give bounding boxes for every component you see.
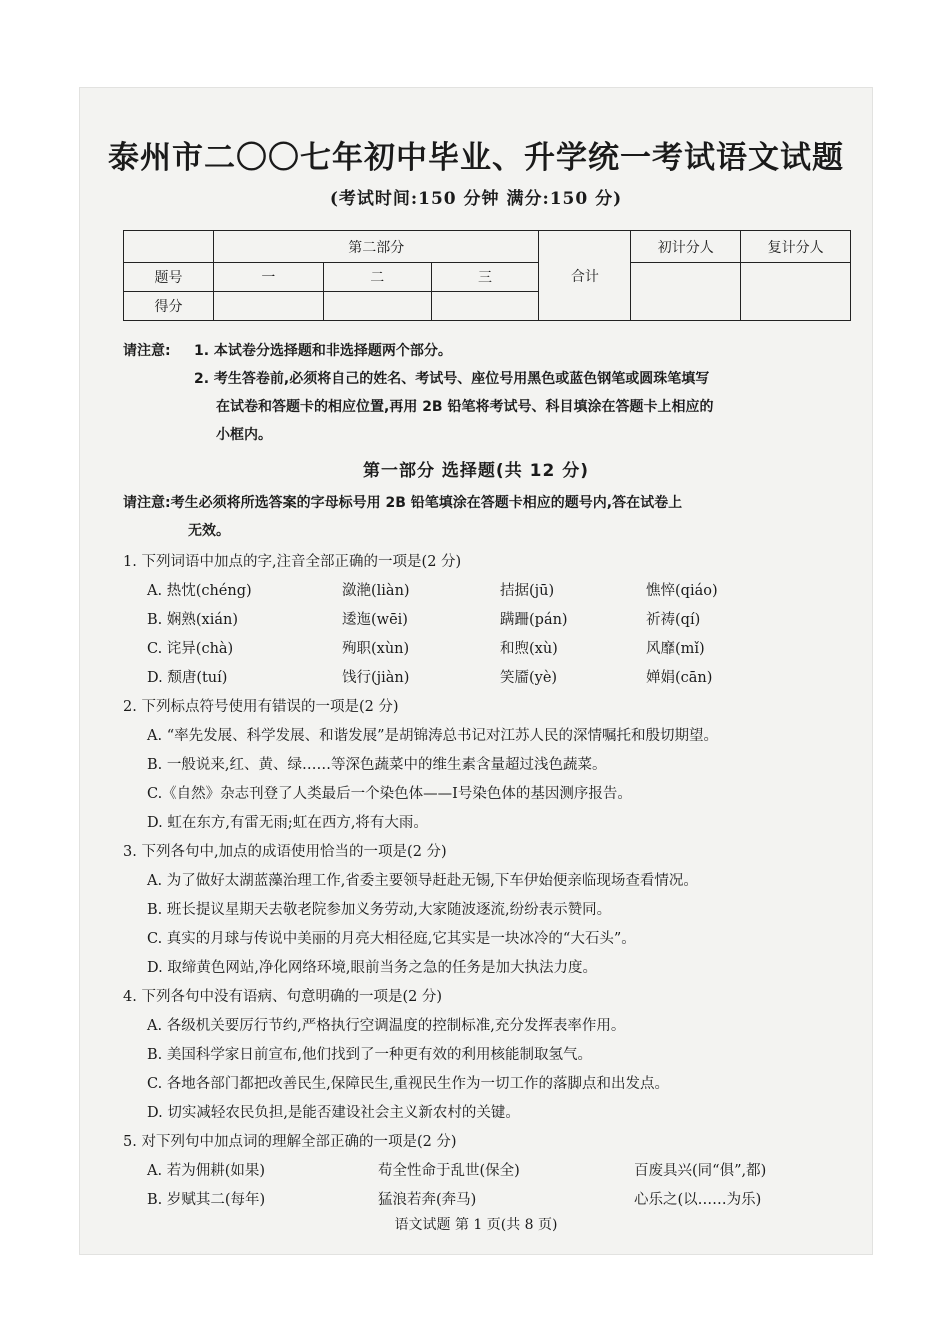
score-table-q2: 二 [323,263,431,292]
q1-option-d-3: 笑靥(yè) [500,670,558,686]
q5-option-b-3: 心乐之(以……为乐) [634,1192,762,1208]
score-table-q1: 一 [214,263,324,292]
q3-option-a: A. 为了做好太湖蓝藻治理工作,省委主要领导赶赴无锡,下车伊始便亲临现场查看情况。 [147,873,698,889]
q1-option-d-4: 婵娟(cān) [646,670,713,686]
score-table-first-scorer: 初计分人 [631,231,741,263]
part1-title: 第一部分 选择题(共 12 分) [363,461,589,481]
exam-subtitle: (考试时间:150 分钟 满分:150 分) [329,189,623,209]
exam-title: 泰州市二〇〇七年初中毕业、升学统一考试语文试题 [108,140,844,176]
q1-option-a-1: A. 热忱(chéng) [147,583,252,599]
part1-notice-line-2: 无效。 [188,523,230,539]
q1-option-a-4: 憔悴(qiáo) [646,583,718,599]
q5-option-a-2: 苟全性命于乱世(保全) [378,1163,520,1179]
q5-option-a-1: A. 若为佣耕(如果) [147,1163,266,1179]
score-table-qnum-label: 题号 [124,263,214,292]
q2-option-b: B. 一般说来,红、黄、绿……等深色蔬菜中的维生素含量超过浅色蔬菜。 [147,757,607,773]
q1-option-b-4: 祈祷(qí) [646,612,701,628]
notice-item-2-line-3: 小框内。 [216,427,272,443]
score-table-part2: 第二部分 [214,231,539,263]
q2-option-d: D. 虹在东方,有雷无雨;虹在西方,将有大雨。 [147,815,428,831]
score-table-first-scorer-cell [631,263,741,321]
q4-option-b: B. 美国科学家日前宣布,他们找到了一种更有效的利用核能制取氢气。 [147,1047,592,1063]
score-table-recheck-scorer-cell [741,263,851,321]
q1-option-b-3: 蹒跚(pán) [500,612,568,628]
score-table-q3-score [431,292,539,321]
part1-notice-line-1: 请注意:考生必须将所选答案的字母标号用 2B 铅笔填涂在答题卡相应的题号内,答在试卷上 [123,495,683,511]
q3-stem: 3. 下列各句中,加点的成语使用恰当的一项是(2 分) [123,844,447,860]
q2-option-c: C.《自然》杂志刊登了人类最后一个染色体——Ⅰ号染色体的基因测序报告。 [147,786,632,802]
q1-stem: 1. 下列词语中加点的字,注音全部正确的一项是(2 分) [123,554,462,570]
q1-option-a-2: 潋滟(liàn) [342,583,410,599]
q5-option-b-1: B. 岁赋其二(每年) [147,1192,266,1208]
q5-option-a-3: 百废具兴(同“俱”,都) [634,1163,767,1179]
q3-option-b: B. 班长提议星期天去敬老院参加义务劳动,大家随波逐流,纷纷表示赞同。 [147,902,612,918]
q1-option-d-2: 饯行(jiàn) [342,670,410,686]
q1-option-b-2: 逶迤(wēi) [342,612,408,628]
exam-page [80,88,872,1254]
score-table-corner [124,231,214,263]
q1-option-d-1: D. 颓唐(tuí) [147,670,228,686]
notice-label: 请注意: [123,343,171,359]
score-table-q1-score [214,292,324,321]
score-table-q3: 三 [431,263,539,292]
q5-option-b-2: 猛浪若奔(奔马) [378,1192,477,1208]
q1-option-b-1: B. 娴熟(xián) [147,612,238,628]
q4-option-a: A. 各级机关要厉行节约,严格执行空调温度的控制标准,充分发挥表率作用。 [147,1018,626,1034]
q2-option-a: A. “率先发展、科学发展、和谐发展”是胡锦涛总书记对江苏人民的深情嘱托和殷切期望。 [147,728,719,744]
notice-item-2-line-2: 在试卷和答题卡的相应位置,再用 2B 铅笔将考试号、科目填涂在答题卡上相应的 [216,399,714,415]
notice-item-2-line-1: 2. 考生答卷前,必须将自己的姓名、考试号、座位号用黑色或蓝色钢笔或圆珠笔填写 [194,371,710,387]
score-table-total: 合计 [539,231,631,321]
score-table-q2-score [323,292,431,321]
q3-option-d: D. 取缔黄色网站,净化网络环境,眼前当务之急的任务是加大执法力度。 [147,960,598,976]
q2-stem: 2. 下列标点符号使用有错误的一项是(2 分) [123,699,399,715]
score-table [123,230,851,321]
q3-option-c: C. 真实的月球与传说中美丽的月亮大相径庭,它其实是一块冰冷的“大石头”。 [147,931,636,947]
q4-option-c: C. 各地各部门都把改善民生,保障民生,重视民生作为一切工作的落脚点和出发点。 [147,1076,670,1092]
q1-option-c-3: 和煦(xù) [500,641,558,657]
q1-option-c-4: 风靡(mǐ) [646,641,705,657]
notice-item-1: 1. 本试卷分选择题和非选择题两个部分。 [194,343,452,359]
q4-option-d: D. 切实减轻农民负担,是能否建设社会主义新农村的关键。 [147,1105,520,1121]
q1-option-c-1: C. 诧异(chà) [147,641,234,657]
q1-option-a-3: 拮据(jū) [500,583,555,599]
score-table-score-label: 得分 [124,292,214,321]
score-table-recheck-scorer: 复计分人 [741,231,851,263]
q5-stem: 5. 对下列句中加点词的理解全部正确的一项是(2 分) [123,1134,457,1150]
q1-option-c-2: 殉职(xùn) [342,641,410,657]
page-footer: 语文试题 第 1 页(共 8 页) [394,1217,558,1233]
q4-stem: 4. 下列各句中没有语病、句意明确的一项是(2 分) [123,989,443,1005]
